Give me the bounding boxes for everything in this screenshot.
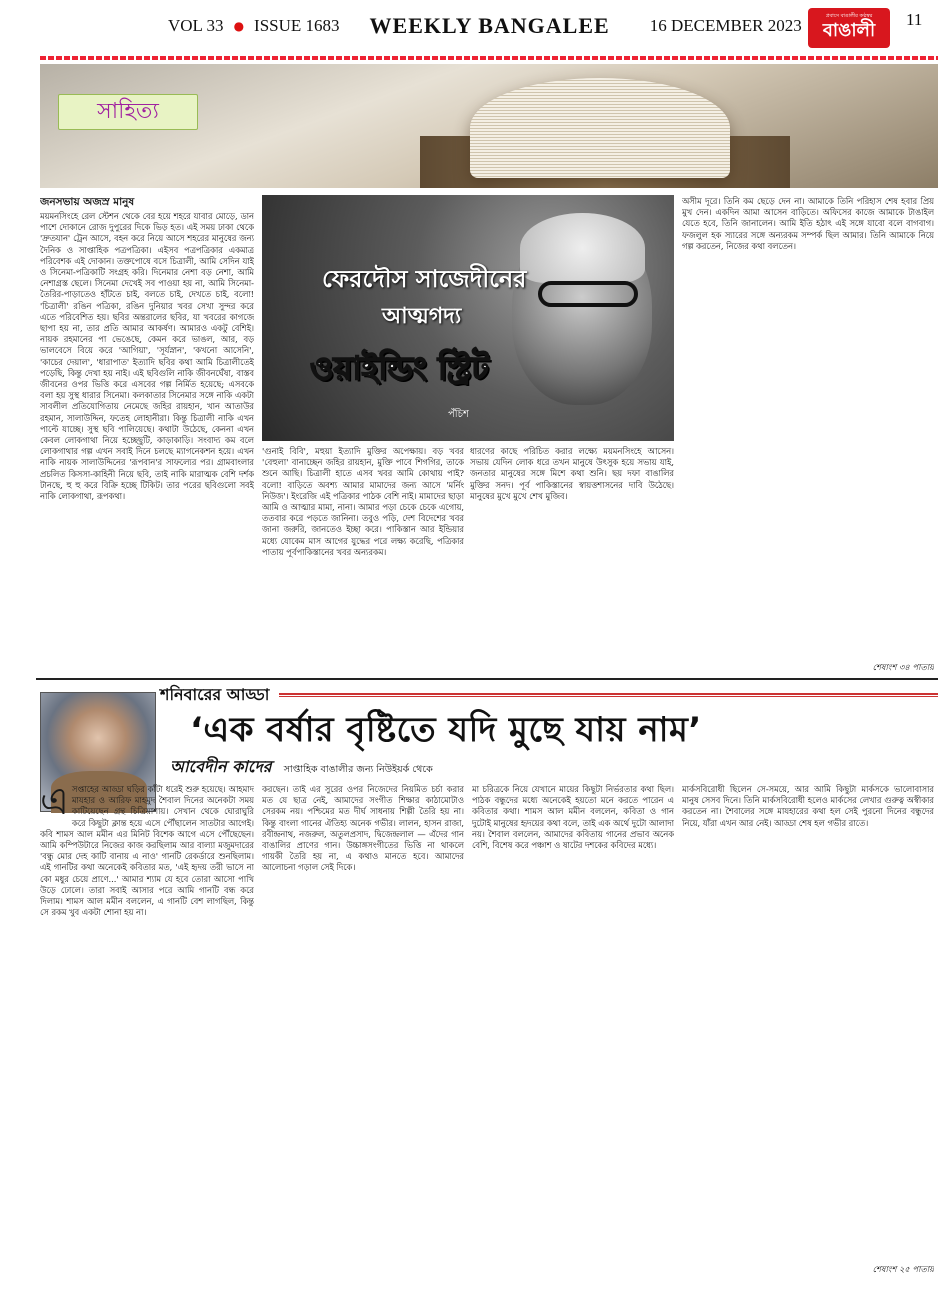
feature-title-line-1: ফেরদৌস সাজেদীনের xyxy=(322,265,527,293)
feature-column-3 xyxy=(470,446,674,674)
drop-cap: এ xyxy=(40,784,69,823)
volume-label: VOL 33 xyxy=(168,16,224,35)
separator-dot-icon: ● xyxy=(233,19,245,33)
article-body-2: করছেন। তাই এর সুরের ওপর নিজেদের নিয়মিত চর্চা করার মত যে ছাত্র নেই, আমাদের সংগীত শিক্ষার কাঠামোটাও সেরকম নয়। পশ্চিমের মত দীর্ঘ সাধনায় শিল্পী তৈরি হয় না। কিন্তু বাংলা গানের ঐতিহ্য অনেক গভীর। লালন, হাসন রাজা, রবীন্দ্রনাথ, নজরুল, অতুলপ্রসাদ, দ্বিজেন্দ্রলাল — এঁদের গান বাঙালির প্রাণের গান। উচ্চাঙ্গসংগীতের ভিত্তি না থাকলে গায়কী তৈরি হয় না, এ কথাও মানতে হবে। আমাদের আলোচনা গড়াল সেই দিকে। xyxy=(262,784,464,873)
feature-body-3: ধারণের কাছে পরিচিত করার লক্ষ্যে ময়মনসিংহে আসেন। সভায় যেদিন লোক ধরে তখন মানুষে উৎসুক হয়ে সভায় যাই, জনতার মানুষের সঙ্গে মিশে কথা শুনি। ছয় দফা বাঙালির মুক্তির সনদ। পূর্ব পাকিস্তানের স্বায়ত্তশাসনের দাবি উঠেছে। মানুষের মুখে মুখে শেখ মুজিব। xyxy=(470,446,674,501)
feature-subheading: জনসভায় অজস্র মানুষ xyxy=(40,196,135,208)
feature-body-4: অসীম দূরে। তিনি কম ছেড়ে দেন না। আমাকে তিনি পরিহাস শেষ হবার প্রিয় মুখ দেন। একদিন আমা আসেন বাড়িতে। অফিসের কাজে আমাকে টাঙাইল যেতে হবে, তিনি জানালেন। আমি ইতি হঠাৎ এই সঙ্গে যাবো বলে বাগবাগ। ফজলুল হক স্যারের সঙ্গে অন্যরকম সম্পর্ক ছিল আমার। তিনি আমাকে নিয়ে গল্প করতেন, নিজের কথা বলতেন। xyxy=(682,196,934,251)
article-body-1: সপ্তাহের আড্ডা ঘড়ির কাঁটা ধরেই শুরু হয়েছে। আহমাদ মাযহার ও আরিফ মাহমুদ শৈবাল দিনের অনেকটা সময় কাটিয়েছেন গ্রন্থ চিত্রিয়াশায়। সেখান থেকে ঘোরাঘুরি করে কিছুটা ক্লান্ত হয়ে এসে পৌঁছালেন সাতটার আগেই। কবি শামস আল মমীন এর মিনিট বিশেক আগে এসে পৌঁছেছেন। আমি কম্পিউটারে নিজের কাজ করছিলাম আর বাল্যা মজুমদারের 'বন্ধু মোর দেহ কাটি বানায় এ নাও' গানটি রেকর্ডারে শুনছিলাম। এই গানটির কথা অনেকেই কবিতার মত, 'এই হৃদয় তরী ভাসে না কো মধুর চেয়ে প্রাণে...' আমার শ্যাম যে হবে তোরা আসো পাখি উড়ে ঢোলে। তারা সবাই আসার পরে আমি গানটি বন্ধ করে দিলাম। শামস আল মমীন বললেন, এ গানটি বেশ লাগছিল, কিন্তু সে রকম খুব একটা শোনা হয় না। xyxy=(40,784,254,918)
byline xyxy=(170,754,433,781)
glasses-icon xyxy=(538,281,638,307)
article-column-3 xyxy=(472,784,674,1278)
feature-continue-note: শেষাংশ ৩৪ পাতায় xyxy=(872,662,934,672)
article-column-4 xyxy=(682,784,934,1262)
column-label: শনিবারের আড্ডা xyxy=(160,684,270,704)
logo-name: বাঙালী xyxy=(822,20,876,41)
section-divider xyxy=(36,678,938,680)
article-title: ‘এক বর্ষার বৃষ্টিতে যদি মুছে যায় নাম’ xyxy=(190,710,702,750)
feature-title-main: ওয়াইন্ডিং স্ট্রিট xyxy=(310,349,489,387)
feature-column-1 xyxy=(40,196,254,674)
publication-title: WEEKLY BANGALEE xyxy=(369,13,610,38)
feature-part-number: পঁচিশ xyxy=(448,409,469,420)
brand-logo xyxy=(808,8,890,48)
logo-tagline: প্রবাসে বাঙালীর কণ্ঠস্বর xyxy=(825,13,873,19)
portrait-hair xyxy=(520,213,645,283)
author-location: সাপ্তাহিক বাঙালীর জন্য নিউইয়র্ক থেকে xyxy=(283,764,433,775)
header-divider xyxy=(40,56,938,60)
section-title: সাহিত্য xyxy=(58,94,198,130)
article-body-4: মার্কসবিরোধী ছিলেন সে-সময়ে, আর আমি কিছুটা মার্কসকে ভালোবাসার মানুষ সেসব দিনে। তিনি মার্কসবিরোধী হলেও মার্কসের লেখার গুরুত্ব অস্বীকার করতেন না। শৈবালের সঙ্গে মাযহারের কথা হল সেই পুরনো দিনের বন্ধুদের নিয়ে, যাঁরা এখন আর নেই। আড্ডা শেষ হল গভীর রাতে। xyxy=(682,784,934,828)
article-continue-note: শেষাংশ ২৫ পাতায় xyxy=(872,1264,934,1274)
feature-body-2: 'গুনাই বিবি', মহুয়া ইত্যাদি মুক্তির অপেক্ষায়। বড় খবর 'বেহুলা' বানাচ্ছেন জহির রায়হান, মুক্তি পাবে শিগগির, তাকে শুনে আছি। চিত্রালী হাতে এসব খবর আমি কোথায় পাই? বলো! বাড়িতে অবশ্য আমার মামাদের জন্য আসে 'মর্নিং নিউজ'। ইংরেজি এই পত্রিকার পাঠক বেশি নাই। মামাদের ছাড়া আমি ও আত্মার মামা, নানা। আমার পড়া চেকে চেকে এগোয়, ততবার করে পড়তে জানিনা। তবুও পড়ি, দেশ বিদেশের খবর জানা জরুরি, জানতেও ইচ্ছা করে। পাকিস্তান আর ইন্ডিয়ার মধ্যে যোকেম মাস আগের যুদ্ধের পরে লক্ষ্য করেছি, পত্রিকার পাতায় পূর্বপাকিস্তানের খবর অন্যরকম। xyxy=(262,446,464,557)
article-body-3: মা চরিত্রকে নিয়ে যেখানে মায়ের কিছুটা নির্ভরতার কথা ছিল। পাঠক বন্ধুদের মধ্যে অনেকেই হয়তো মনে করতে পারেন এ কবিতার কথা। শামস আল মমীন বললেন, কবিতা ও গান দুটোই মানুষের হৃদয়ের কথা বলে, তাই এক অর্থে দুটো আলাদা নয়। শৈবাল বললেন, আমাদের কবিতায় গানের প্রভাব অনেক বেশি, বিশেষ করে পঞ্চাশ ও ষাটের দশকের কবিদের মধ্যে। xyxy=(472,784,674,851)
open-book-image xyxy=(470,78,730,178)
feature-body-1: ময়মনসিংহে রেল স্টেশন থেকে বের হয়ে শহরে যাবার মোড়ে, ডান পাশে দোকানে রোজ দুপুরের দিকে ভিড় হত। এই সময় ঢাকা থেকে 'দ্রুতযান' ট্রেন আসে, বহন করে নিয়ে আসে শহরের মানুষের জন্য দৈনিক ও সাপ্তাহিক পত্রপত্রিকা। এইসব পত্রপত্রিকার একমাত্র পরিবেশক এই দোকান। তক্তপোষে বসে চিত্রালী, আমি সেদিন যাই ও সিনেমা-পত্রিকাটি সংগ্রহ করি। দিনেমার নেশা বড় নেশা, আমি নেশাগ্রস্ত ছেলে। সিনেমা দেখেই সব পাওয়া হয় না, আমি সিনেমা-তৈরির-পাড়াতেও হাঁটতে চাই, বলতে চাই, দেখতে চাই, বলো! 'চিত্রালী' রঙিন পত্রিকা, রঙিন দুনিয়ার খবর সেখা সুন্দর করে এতে পরিবেশিত হয়। ছবির অন্তরালের ছবির, যা খবরের কাগজে ছাপা হয় না, তার প্রতি আমার আকর্ষণ। আমারও একটু বেশিই। নায়ক রহমানের পা ভেঙেছে, কেমন করে ভাঙল, আর, বড় ভালবেসে বিয়ে করে 'আগিয়া', 'সূর্যস্নান', 'কখনো আসেনি', 'কাচের দেয়াল', 'ধারাপাত' ইত্যাদি ছবির কথা আমি চিত্রালীতেই পড়েছি, কিন্তু দেখা হয় নাই। এই ছবিগুলি নাকি জীবনঘেঁষা, বাস্তব জীবনের ওপর ভিত্তি করে এসবের গল্প নির্মিত হয়েছে; এসবকে বলা হয় সুস্থ ধারার সিনেমা। কলকাতার সিনেমার সঙ্গে নাকি একটা সাবলীল প্রতিযোগিতায় নেমেছে জহির রায়হান, খান আতাউর রহমান, সালাউদ্দিন, ফতেহ লোহানীরা। কিন্তু চিত্রালী নাকি এখন পাল্টে যাচ্ছে। সুস্থ ছবি পালিয়েছে। কথাটা উঠেছে, কেননা এখন কেবল লোকগাথা নিয়ে হচ্ছেছুটি, কাড়াকাড়ি। সংবাদ্য কম বলে লোকগাথার গল্প এখন সবাই দিনে চলছে ম্যাগনেকশন হয়ে। এখন নাকি নায়ক সালাউদ্দিনের 'রূপবান'র সাফল্যের পর। গ্রামবাংলার প্রচলিত কিসসা-কাহিনী নিয়ে ছবি, তাই নাকি মারাত্মক বেশি দর্শক টানছে, হু হু করে বিক্রি হচ্ছে টিকিট। তার পরের ছবিগুলো সবই নাকি লোকগাথা, রূপকথা। xyxy=(40,211,254,502)
issue-date: 16 DECEMBER 2023 xyxy=(649,16,802,35)
issue-label: ISSUE 1683 xyxy=(254,16,340,35)
page-number: 11 xyxy=(906,10,923,29)
author-name: আবেদীন কাদের xyxy=(170,757,272,776)
feature-column-4 xyxy=(682,196,934,662)
feature-column-2 xyxy=(262,446,464,674)
feature-photo xyxy=(262,195,674,441)
article-column-1 xyxy=(40,784,254,1278)
feature-title-line-2: আত্মগদ্য xyxy=(382,304,462,329)
section-banner xyxy=(40,64,938,188)
column-header-rule xyxy=(279,693,938,697)
article-column-2 xyxy=(262,784,464,1278)
